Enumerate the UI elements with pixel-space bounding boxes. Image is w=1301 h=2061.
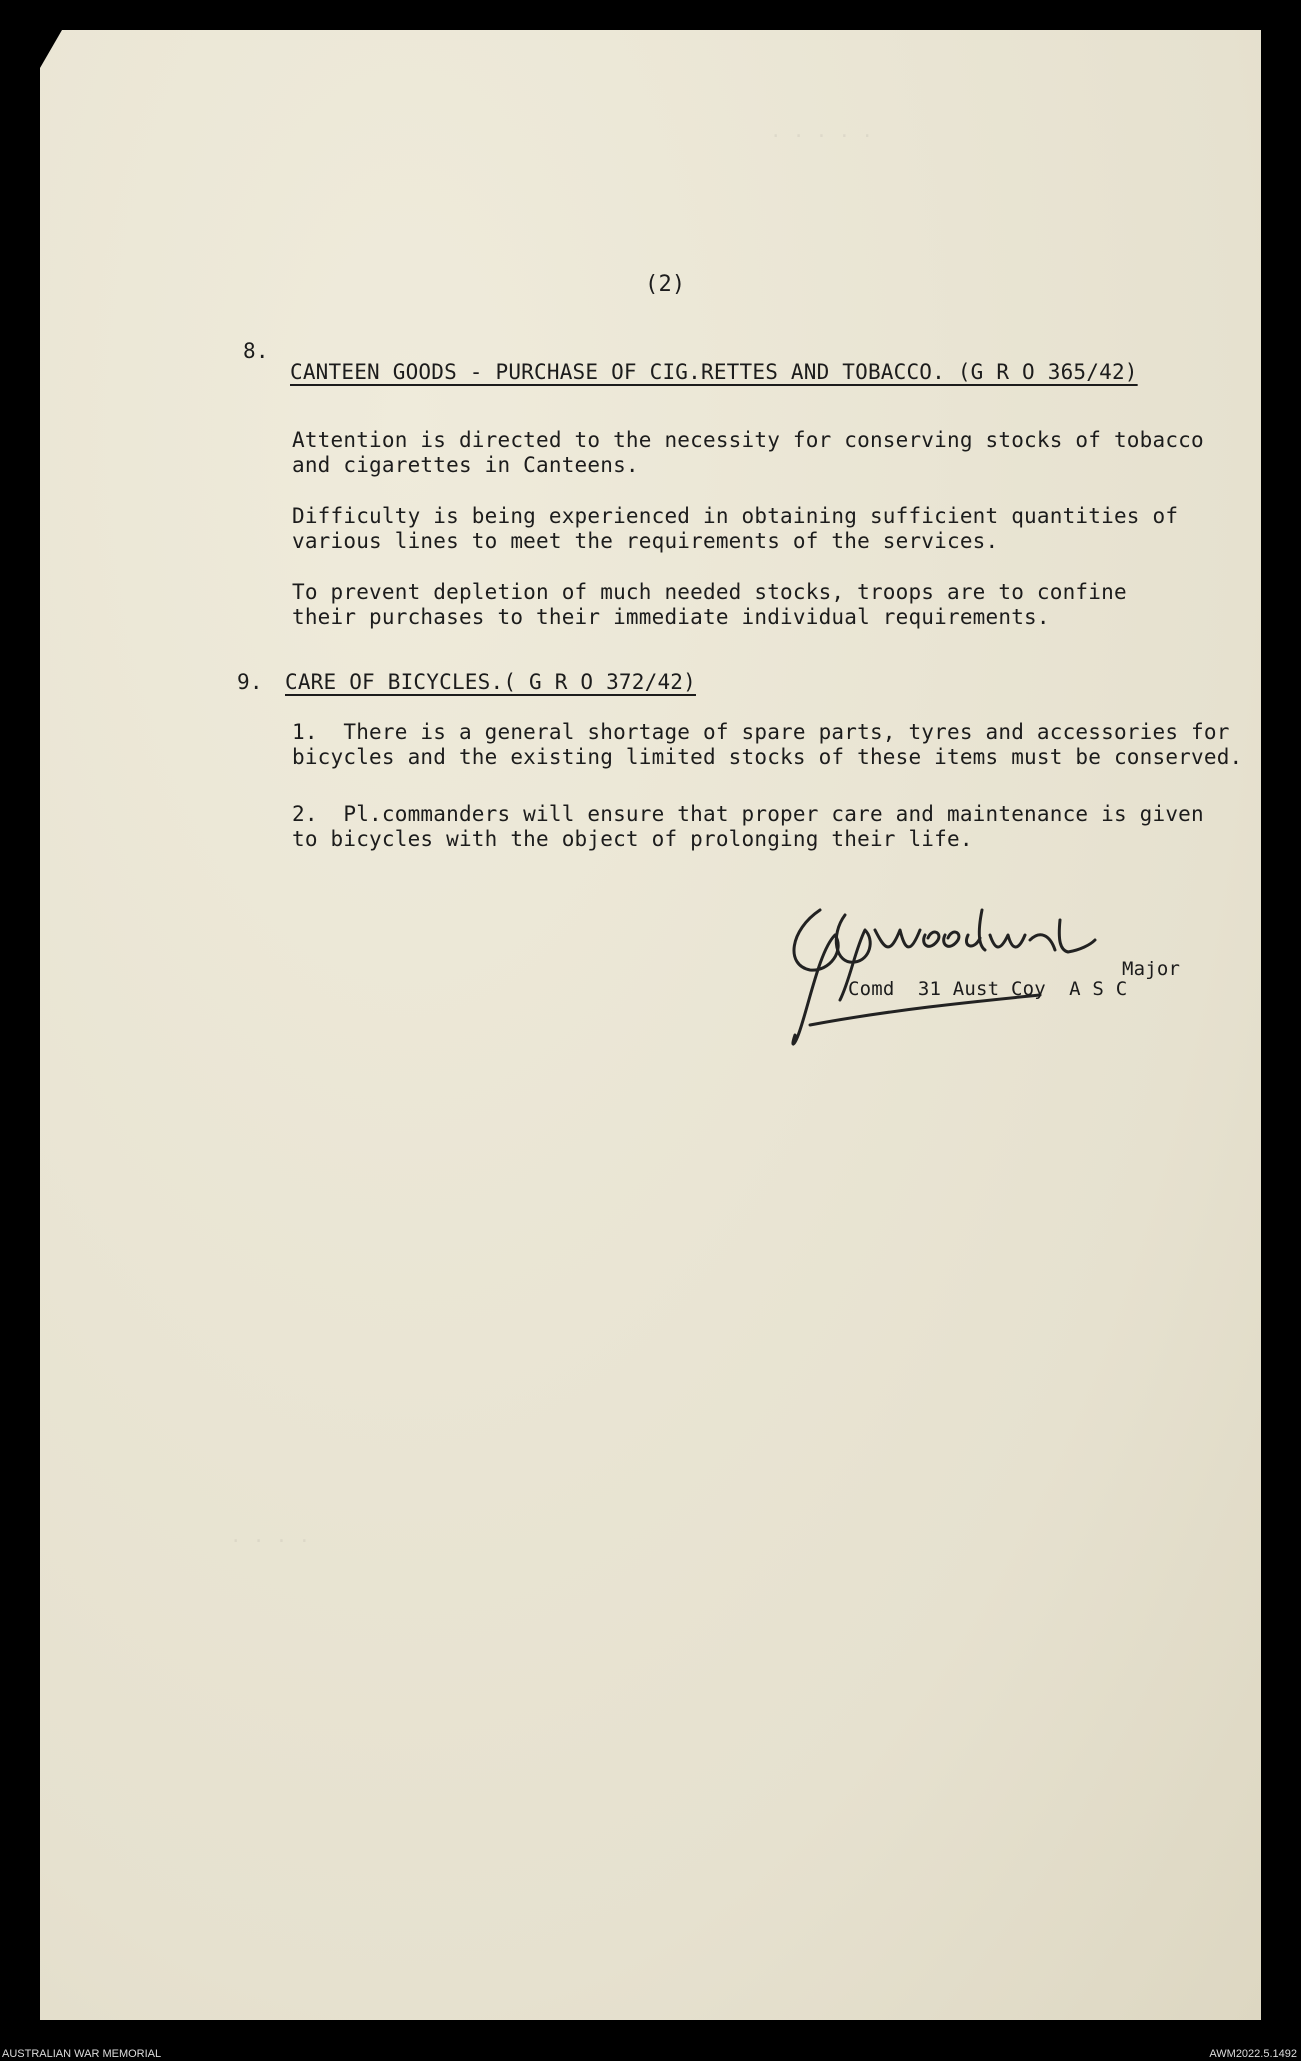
page-corner <box>40 30 62 68</box>
document-page: · · · · · (2) 8. CANTEEN GOODS - PURCHASE OF CIG.RETTES AND TOBACCO. (G R O 365/42) Attention is directed to the necessity for conserving stocks of tobacco and cigarettes in Canteens. Difficulty is being experienced in obtaining sufficient quantities of various lines to meet the requirements of the services. To prevent depletion of much needed stocks, troops are to confine their purchases to their immediate individual requirements. 9. CARE OF BICYCLES.( G R O 372/42) 1. There is a general shortage of spare parts, tyres and accessories for bicycles and the existing limited stocks of these items must be conserved. 2. Pl.commanders will ensure that proper care and maintenance is given to bicycles with the object of prolonging their life. Major Comd 31 Aust Coy A S C · · · · <box>40 30 1261 2020</box>
section-8-number: 8. <box>243 339 269 363</box>
signature-appointment: Comd 31 Aust Coy A S C <box>848 978 1128 1000</box>
section-8-para-2-line-1: Difficulty is being experienced in obtaining sufficient quantities of <box>292 504 1179 528</box>
section-9-para-1-line-2: bicycles and the existing limited stocks of these items must be conserved. <box>292 745 1243 769</box>
section-8-para-1-line-2: and cigarettes in Canteens. <box>292 453 639 477</box>
section-8-para-1-line-1: Attention is directed to the necessity for conserving stocks of tobacco <box>292 428 1204 452</box>
section-8-para-2-line-2: various lines to meet the requirements of the services. <box>292 529 999 553</box>
footer-accession-number: AWM2022.5.1492 <box>1209 2048 1297 2060</box>
footer-institution: AUSTRALIAN WAR MEMORIAL <box>2 2048 162 2060</box>
section-9-para-1-line-1: 1. There is a general shortage of spare parts, tyres and accessories for <box>292 720 1230 744</box>
archive-footer <box>0 2047 1301 2061</box>
section-9-heading: CARE OF BICYCLES.( G R O 372/42) <box>285 670 696 694</box>
section-9-para-2-line-1: 2. Pl.commanders will ensure that proper care and maintenance is given <box>292 802 1204 826</box>
handwritten-signature <box>750 890 1170 1060</box>
section-8-heading: CANTEEN GOODS - PURCHASE OF CIG.RETTES AND TOBACCO. (G R O 365/42) <box>290 360 1138 384</box>
section-9-para-2-line-2: to bicycles with the object of prolonging their life. <box>292 827 973 851</box>
section-8-para-3-line-1: To prevent depletion of much needed stocks, troops are to confine <box>292 580 1127 604</box>
signature-rank: Major <box>1122 958 1181 980</box>
page-number: (2) <box>645 272 686 297</box>
section-9-number: 9. <box>237 670 263 694</box>
section-8-para-3-line-2: their purchases to their immediate individual requirements. <box>292 605 1050 629</box>
